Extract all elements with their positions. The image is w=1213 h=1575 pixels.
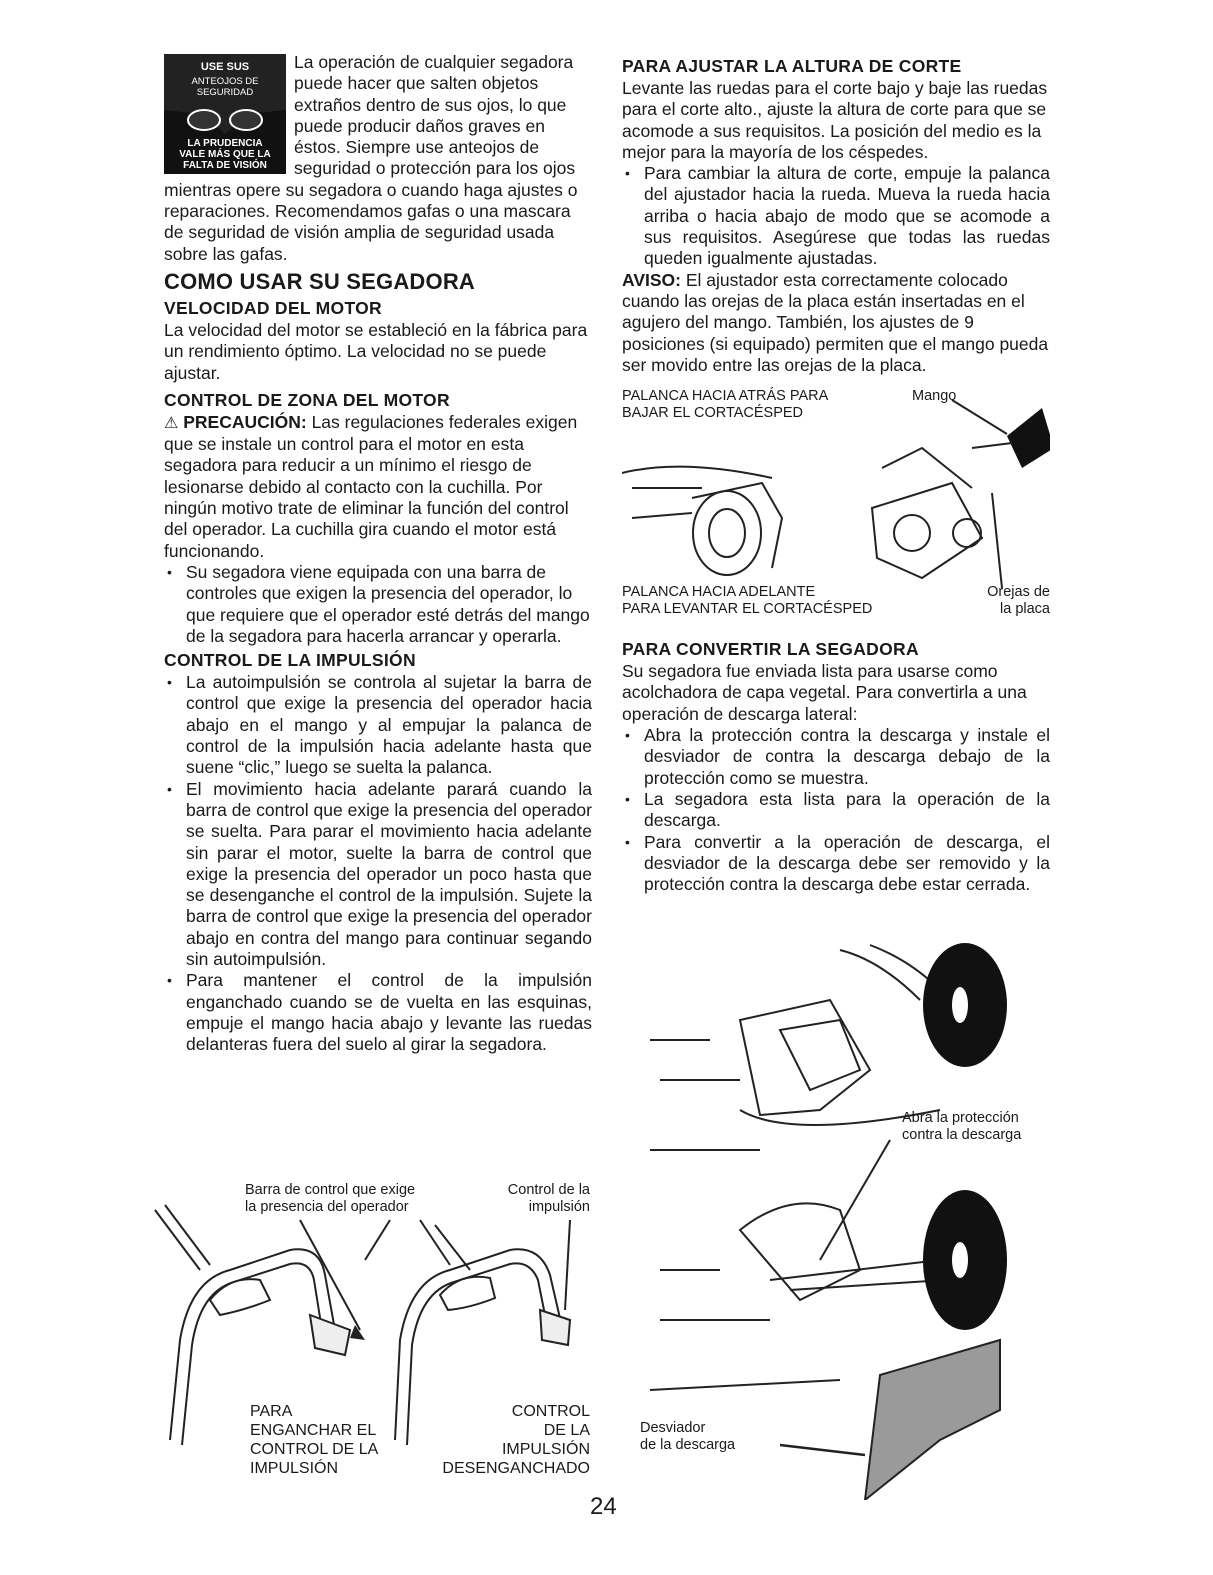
warning-triangle-icon: ⚠ bbox=[164, 414, 179, 432]
discharge-illustration bbox=[640, 940, 1060, 1500]
engage-label-line-2: ENGANCHAR EL bbox=[250, 1422, 377, 1439]
lever-back-label-line-2: BAJAR EL CORTACÉSPED bbox=[622, 405, 804, 422]
open-guard-label-line-2: contra la descarga bbox=[902, 1127, 1022, 1143]
plate-ears-label-line-2: la placa bbox=[1000, 601, 1050, 618]
caution-label: PRECAUCIÓN: bbox=[183, 411, 307, 432]
engine-speed-text: La velocidad del motor se estableció en la fábrica para un rendimiento óptimo. La velocidad no se puede ajustar. bbox=[164, 319, 588, 383]
disengaged-label-line-1: CONTROL bbox=[511, 1403, 590, 1420]
drive-control-label-line-2: impulsión bbox=[528, 1199, 590, 1215]
handle-label: Mango bbox=[912, 388, 957, 405]
convert-text: Su segadora fue enviada lista para usarse como acolchadora de capa vegetal. Para convertirla a una operación de descarga lateral: bbox=[622, 661, 1027, 724]
notice-paragraph bbox=[622, 270, 1050, 376]
engage-label-line-3: CONTROL DE LA bbox=[250, 1441, 379, 1458]
engage-label bbox=[250, 1402, 378, 1478]
badge-top-line-2: ANTEOJOS DE bbox=[191, 76, 259, 87]
drive-control-heading: CONTROL DE LA IMPULSIÓN bbox=[164, 650, 416, 671]
height-adjuster-figure bbox=[622, 388, 1050, 623]
engage-label-line-4: IMPULSIÓN bbox=[250, 1460, 339, 1477]
deflector-label-line-1: Desviador bbox=[640, 1420, 706, 1436]
lever-forward-label-line-2: PARA LEVANTAR EL CORTACÉSPED bbox=[622, 601, 873, 618]
badge-bottom-line-2: VALE MÁS QUE LA bbox=[179, 149, 271, 160]
convert-heading: PARA CONVERTIR LA SEGADORA bbox=[622, 639, 919, 660]
lever-back-label bbox=[622, 388, 828, 422]
drive-control-label bbox=[490, 1182, 590, 1216]
cut-height-text: Levante las ruedas para el corte bajo y baje las ruedas para el corte alto., ajuste la altura de corte para que se acomode a sus requisitos. La posición del medio es la mejor para la mayoría de los céspedes. bbox=[622, 78, 1048, 162]
notice-label: AVISO: bbox=[622, 269, 681, 290]
engine-speed-heading: VELOCIDAD DEL MOTOR bbox=[164, 297, 382, 318]
presence-bar-label-line-1: Barra de control que exige bbox=[245, 1182, 416, 1198]
safety-glasses-badge bbox=[164, 54, 286, 174]
cut-height-heading: PARA AJUSTAR LA ALTURA DE CORTE bbox=[622, 56, 962, 76]
convert-bullet-3: • Para convertir a la operación de descarga, el desviador de la descarga debe ser removido y la protección contra la descarga debe estar cerrada. bbox=[622, 832, 1050, 896]
drive-bullet-2: • El movimiento hacia adelante parará cuando la barra de control que exige la presencia del operador se suelta. Para parar el movimiento hacia adelante sin parar el motor, suelte la barra de control que exige la presencia del operador un poco hasta que se desenganche el control de la impulsión. Sujete la barra de control que exige la presencia del operador abajo en contra del mango para continuar segando sin autoimpulsión. bbox=[164, 779, 592, 971]
lever-forward-label bbox=[622, 584, 872, 618]
lever-forward-label-line-1: PALANCA HACIA ADELANTE bbox=[622, 584, 816, 601]
disengaged-label-line-3: IMPULSIÓN bbox=[501, 1441, 590, 1458]
discharge-figure bbox=[640, 940, 1060, 1500]
convert-bullet-1: • Abra la protección contra la descarga y instale el desviador de contra la descarga debajo de la protección como se muestra. bbox=[622, 725, 1050, 789]
disengaged-label-line-2: DE LA bbox=[543, 1422, 590, 1439]
page-number: 24 bbox=[590, 1493, 617, 1520]
cut-height-bullet: • Para cambiar la altura de corte, empuje la palanca del ajustador hacia la rueda. Mueva la rueda hacia arriba o hacia abajo de modo que se acomode a sus requisitos. Asegúrese que todas las ruedas queden igualmente ajustadas. bbox=[622, 163, 1050, 269]
right-column bbox=[622, 52, 1050, 895]
caution-text: Las regulaciones federales exigen que se instale un control para el motor en esta segadora para reducir a un mínimo el riesgo de lesionarse debido al contacto con la cuchilla. Por ningún motivo trate de eliminar la función del control del operador. La cuchilla gira cuando el motor está funcionando. bbox=[164, 411, 578, 561]
convert-bullet-2: • La segadora esta lista para la operación de la descarga. bbox=[622, 789, 1050, 832]
disengaged-label bbox=[420, 1402, 590, 1478]
notice-text: El ajustador esta correctamente colocado cuando las orejas de la placa están insertadas en el agujero del mango. También, los ajustes de 9 posiciones (si equipado) permiten que el mango pueda ser movido entre las orejas de la placa. bbox=[622, 269, 1049, 375]
lever-back-label-line-1: PALANCA HACIA ATRÁS PARA bbox=[622, 388, 829, 405]
zone-bullet: • Su segadora viene equipada con una barra de controles que exigen la presencia del operador, lo que requiere que el operador esté detrás del mango de la segadora para hacerla arrancar y operarla. bbox=[164, 562, 592, 647]
plate-ears-label bbox=[950, 584, 1050, 618]
badge-top-line-3: SEGURIDAD bbox=[196, 87, 254, 98]
disengaged-label-line-4: DESENGANCHADO bbox=[442, 1460, 590, 1477]
engage-label-line-1: PARA bbox=[250, 1403, 293, 1420]
zone-control-heading: CONTROL DE ZONA DEL MOTOR bbox=[164, 389, 450, 410]
left-column bbox=[164, 52, 592, 1055]
badge-bottom-line-3: FALTA DE VISIÓN bbox=[183, 160, 267, 171]
drive-control-label-line-1: Control de la bbox=[507, 1182, 590, 1198]
presence-bar-label bbox=[245, 1182, 415, 1216]
badge-bottom-line-1: LA PRUDENCIA bbox=[187, 138, 263, 149]
caution-paragraph bbox=[164, 412, 592, 562]
plate-ears-label-line-1: Orejas de bbox=[987, 584, 1050, 601]
drive-bullet-1: • La autoimpulsión se controla al sujetar la barra de control que exige la presencia del operador hacia abajo en el mango y al empujar la palanca de control de la impulsión hacia adelante hasta que suene “clic,” luego se suelta la palanca. bbox=[164, 672, 592, 778]
open-guard-label bbox=[902, 1110, 1021, 1144]
presence-bar-label-line-2: la presencia del operador bbox=[245, 1199, 409, 1215]
badge-top-line-1: USE SUS bbox=[200, 61, 250, 73]
deflector-label bbox=[640, 1420, 735, 1454]
open-guard-label-line-1: Abra la protección bbox=[902, 1110, 1019, 1126]
deflector-label-line-2: de la descarga bbox=[640, 1437, 736, 1453]
safety-intro: La operación de cualquier segadora puede hacer que salten objetos extraños dentro de sus ojos, lo que puede producir daños graves en éstos. Siempre use anteojos de seguridad o protección para los ojos mientras opere su segadora o cuando haga ajustes o reparaciones. Recomendamos gafas o una mascara de seguridad de visión amplia de seguridad usada sobre las gafas. bbox=[164, 52, 578, 264]
drive-bullet-3: • Para mantener el control de la impulsión enganchado cuando se de vuelta en las esquinas, empuje el mango hacia abajo y levante las ruedas delanteras fuera del suelo al girar la segadora. bbox=[164, 970, 592, 1055]
drive-control-figure bbox=[150, 1180, 600, 1480]
main-heading: COMO USAR SU SEGADORA bbox=[164, 268, 475, 294]
